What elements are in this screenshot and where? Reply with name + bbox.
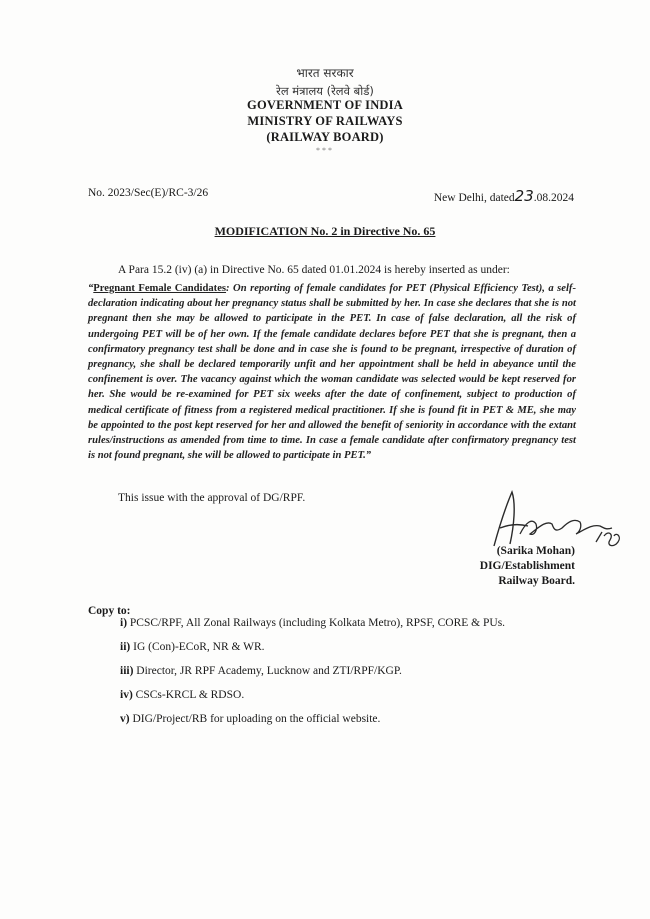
header-board: (RAILWAY BOARD)	[266, 129, 384, 144]
document-title: MODIFICATION No. 2 in Directive No. 65	[214, 224, 436, 238]
list-item-number: ii)	[120, 641, 131, 653]
header-ministry: MINISTRY OF RAILWAYS	[247, 114, 403, 128]
directive-paragraph	[88, 281, 576, 463]
list-item-number: iii)	[120, 665, 134, 677]
letterhead	[0, 66, 650, 156]
open-quote: “	[88, 283, 94, 294]
copy-to-list	[120, 616, 580, 736]
paragraph-text: : On reporting of female candidates for PET (Physical Efficiency Test), a self-declaration indicating about her pregnancy status shall be submitted by her. In case she declares that she is not pregnant then she may be allowed to participate in the PET. In case of false declaration, all the risk of undergoing PET will be of her own. If the female candidate declares before PET that she is pregnant, then a confirmatory pregnancy test shall be done and in case she is found to be pregnant, irrespective of duration of pregnancy, she shall be declared temporarily unfit and her appointment shall be held in abeyance until the confinement is over. The vacancy against which the woman candidate was selected would be kept reserved for her. She would be re-examined for PET six weeks after the date of confinement, subject to production of medical certificate of fitness from a registered medical practitioner. If she is found fit in PET & ME, she may be appointed to the post kept reserved for her and allowed the benefit of seniority in accordance with the extant rules/instructions as amended from time to time. In case a female candidate after confirmatory pregnancy test is not found pregnant, she will be allowed to participate in PET.”	[88, 283, 576, 462]
list-item	[120, 616, 580, 631]
signatory-name: (Sarika Mohan)	[496, 545, 575, 557]
list-item-number: iv)	[120, 689, 133, 701]
list-item	[120, 688, 580, 703]
header-hindi-line2: रेल मंत्रालय (रेलवे बोर्ड)	[276, 84, 374, 98]
date-rest: .08.2024	[533, 192, 574, 204]
list-item	[120, 640, 580, 655]
list-item	[120, 664, 580, 679]
reference-number: No. 2023/Sec(E)/RC-3/26	[88, 187, 209, 199]
list-item	[120, 712, 580, 727]
header-stars: ***	[316, 146, 334, 156]
list-item-number: i)	[120, 617, 128, 629]
header-hindi-line1: भारत सरकार	[296, 66, 354, 80]
list-item-text: Director, JR RPF Academy, Lucknow and ZTI/RPF/KGP.	[136, 665, 402, 677]
header-government: GOVERNMENT OF INDIA	[247, 98, 403, 113]
list-item-text: PCSC/RPF, All Zonal Railways (including Kolkata Metro), RPSF, CORE & PUs.	[129, 617, 506, 629]
approval-text: This issue with the approval of DG/RPF.	[118, 492, 306, 504]
copy-to-heading: Copy to:	[88, 605, 131, 617]
list-item-number: v)	[120, 713, 130, 725]
list-item-text: CSCs-KRCL & RDSO.	[135, 689, 245, 701]
date-prefix: New Delhi, dated	[433, 192, 515, 204]
intro-text: A Para 15.2 (iv) (a) in Directive No. 65 dated 01.01.2024 is hereby inserted as under:	[118, 264, 510, 276]
date-day-handwritten: 23	[514, 187, 534, 205]
list-item-text: IG (Con)-ECoR, NR & WR.	[133, 641, 265, 653]
signatory-designation: DIG/Establishment	[479, 560, 575, 572]
list-item-text: DIG/Project/RB for uploading on the official website.	[132, 713, 381, 725]
signatory-block	[480, 544, 575, 589]
paragraph-lead: Pregnant Female Candidates	[93, 283, 227, 294]
reference-date	[434, 187, 574, 205]
signatory-office: Railway Board.	[498, 575, 575, 587]
